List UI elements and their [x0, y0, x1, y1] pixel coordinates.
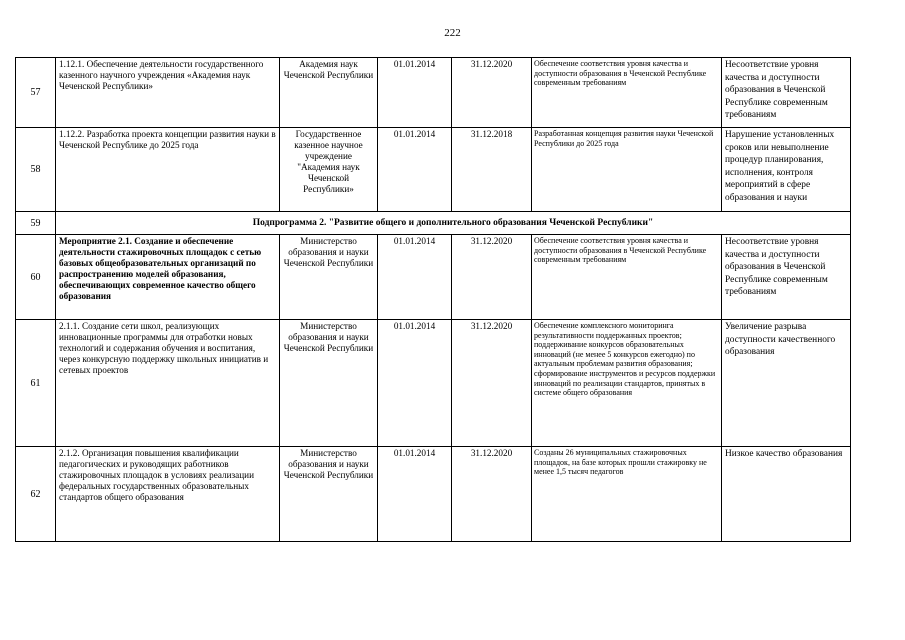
- activity-name: Мероприятие 2.1. Создание и обеспечение деятельности стажировочных площадок с сетью базовых общеобразовательных организаций по распространению моделей образования, обеспечивающих современное качество общего образования: [56, 235, 280, 320]
- table-row: [16, 235, 851, 320]
- risk: Нарушение установленных сроков или невыполнение процедур планирования, исполнения, контроля мероприятий в сфере образования и науки: [722, 128, 851, 212]
- executor: Министерство образования и науки Чеченской Республики: [280, 320, 378, 447]
- result-line: поддерживание конкурсов образовательных инноваций (не менее 5 конкурсов ежегодно) по актуальным проблемам развития образования;: [534, 340, 695, 369]
- expected-result: Обеспечение соответствия уровня качества и доступности образования в Чеченской Республике современным требованиям: [532, 58, 722, 128]
- start-date: 01.01.2014: [378, 447, 452, 542]
- executor: Министерство образования и науки Чеченской Республики: [280, 447, 378, 542]
- row-number: 59: [16, 212, 56, 235]
- start-date: 01.01.2014: [378, 58, 452, 128]
- table-row: [16, 128, 851, 212]
- start-date: 01.01.2014: [378, 235, 452, 320]
- row-number: 60: [16, 235, 56, 320]
- end-date: 31.12.2020: [452, 320, 532, 447]
- activity-name: 1.12.1. Обеспечение деятельности государственного казенного научного учреждения «Академия наук Чеченской Республики»: [56, 58, 280, 128]
- page-number: 222: [444, 27, 461, 39]
- row-number: 61: [16, 320, 56, 447]
- risk: Низкое качество образования: [722, 447, 851, 542]
- activity-name: 2.1.1. Создание сети школ, реализующих инновационные программы для отработки новых технологий и содержания обучения и воспитания, через конкурсную поддержку школьных инициатив и сетевых проектов: [56, 320, 280, 447]
- expected-result: Созданы 26 муниципальных стажировочных площадок, на базе которых прошли стажировку не менее 1,5 тысяч педагогов: [532, 447, 722, 542]
- end-date: 31.12.2020: [452, 447, 532, 542]
- start-date: 01.01.2014: [378, 320, 452, 447]
- executor: Академия наук Чеченской Республики: [280, 58, 378, 128]
- subprogram-row: [16, 212, 851, 235]
- table-row: [16, 447, 851, 542]
- row-number: 58: [16, 128, 56, 212]
- start-date: 01.01.2014: [378, 128, 452, 212]
- risk: Несоответствие уровня качества и доступности образования в Чеченской Республике современным требованиям: [722, 235, 851, 320]
- table-row: [16, 58, 851, 128]
- activity-name: 2.1.2. Организация повышения квалификации педагогических и руководящих работников стажировочных площадок в условиях реализации федеральных государственных образовательных стандартов общего образования: [56, 447, 280, 542]
- subprogram-title: Подпрограмма 2. "Развитие общего и дополнительного образования Чеченской Республики": [56, 212, 851, 235]
- table-row: [16, 320, 851, 447]
- expected-result: [532, 320, 722, 447]
- executor: Государственное казенное научное учреждение "Академия наук Чеченской Республики»: [280, 128, 378, 212]
- row-number: 57: [16, 58, 56, 128]
- executor: Министерство образования и науки Чеченской Республики: [280, 235, 378, 320]
- row-number: 62: [16, 447, 56, 542]
- risk: Увеличение разрыва доступности качественного образования: [722, 320, 851, 447]
- result-line: Обеспечение комплексного мониторинга результативности поддержанных проектов;: [534, 321, 682, 340]
- result-line: сформирование инструментов и ресурсов поддержки инноваций по реализации стандартов, принятых в системе общего образования: [534, 368, 716, 398]
- risk: Несоответствие уровня качества и доступности образования в Чеченской Республике современным требованиям: [722, 58, 851, 128]
- expected-result: Разработанная концепция развития науки Чеченской Республики до 2025 года: [532, 128, 722, 212]
- end-date: 31.12.2018: [452, 128, 532, 212]
- expected-result: Обеспечение соответствия уровня качества и доступности образования в Чеченской Республике современным требованиям: [532, 235, 722, 320]
- end-date: 31.12.2020: [452, 235, 532, 320]
- program-table: [15, 57, 851, 542]
- activity-name: 1.12.2. Разработка проекта концепции развития науки в Чеченской Республике до 2025 года: [56, 128, 280, 212]
- end-date: 31.12.2020: [452, 58, 532, 128]
